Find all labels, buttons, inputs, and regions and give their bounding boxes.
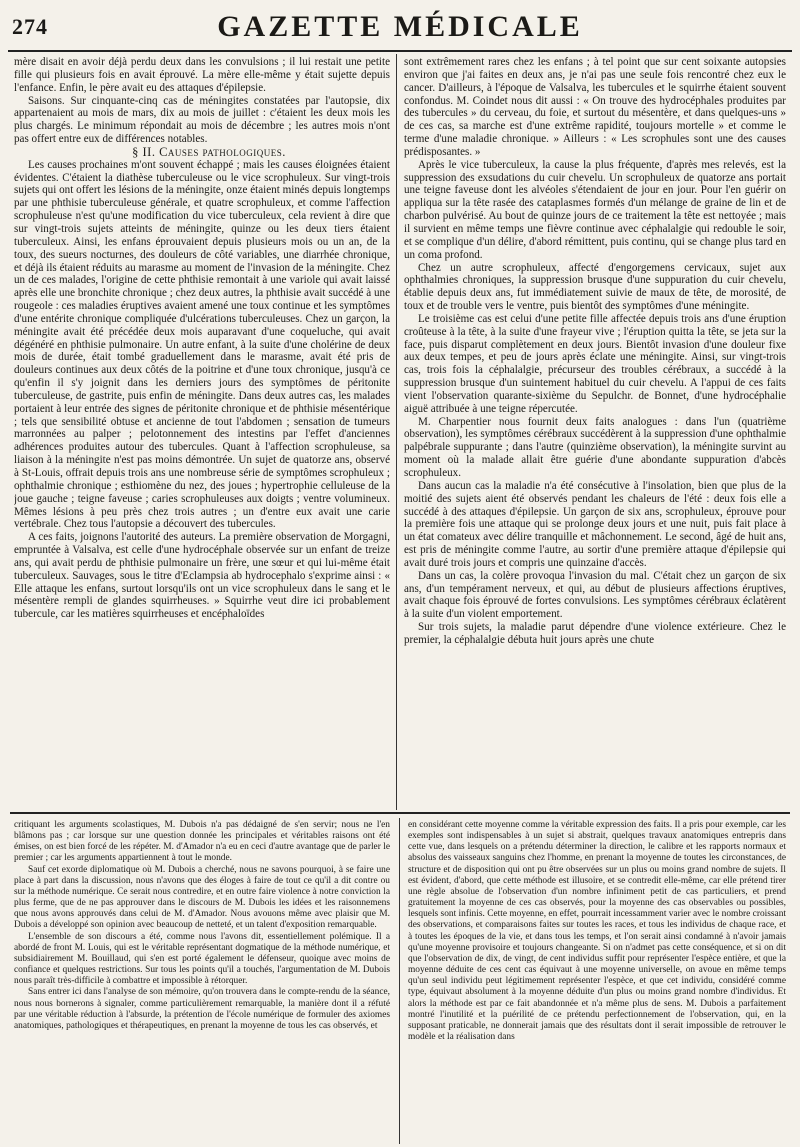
paragraph: Sauf cet exorde diplomatique où M. Dubois a cherché, nous ne savons pourquoi, à se faire une place à part dans la discussion, nous n'avons que des éloges à faire de tout ce qu'il a dit contre ou sur la méthode numérique. Ce serait nous contredire, et en outre faire violence à notre conviction la plus ferme, que de ne pas approuver dans le discours de M. Dubois les idées et les raisonnemens que nous avons approuvés dans celui de M. d'Amador. Nous avouons même avec plaisir que M. Dubois a développé son opinion avec beaucoup de netteté, et un talent d'exposition remarquable. [14,864,390,931]
paragraph: A ces faits, joignons l'autorité des auteurs. La première observation de Morgagni, empruntée à Valsalva, est celle d'une hydrocéphale observée sur un enfant de treize ans, qui avait perdu de phthisie pulmonaire un frère, une sœur et qui lui-même était tuberculeux. Sauvages, sous le titre d'Eclampsia ab hydrocephalo s'exprime ainsi : « Elle attaque les enfans, surtout lorsqu'ils ont un vice scrophuleux dans le sang et le mésentère rempli de glandes squirrheuses. » Squirrhe veut dire ici probablement tubercule, car les matières squirrheuses et encéphaloïdes [14,531,390,621]
column-divider [399,818,400,1144]
paragraph: Dans un cas, la colère provoqua l'invasion du mal. C'était chez un garçon de six ans, d'un tempérament nerveux, et qui, au début de plusieurs affections éruptives, avait chaque fois éprouvé de fortes convulsions. Les symptômes cérébraux éclatèrent à la suite d'un violent emportement. [404,569,786,621]
column-divider [396,54,397,810]
paragraph: Sans entrer ici dans l'analyse de son mémoire, qu'on trouvera dans le compte-rendu de la séance, nous nous bornerons à signaler, comme particulièrement remarquable, la manière dont il a réfuté par une véritable réduction à l'absurde, la prétention de l'école numérique de formuler des axiomes anatomiques, pathologiques et thérapeutiques, en prenant la moyenne de tous les cas observés, et [14,987,390,1031]
page-number: 274 [12,14,48,39]
paragraph: Saisons. Sur cinquante-cinq cas de méningites constatées par l'autopsie, dix appartenaient au mois de mars, dix au mois de juillet : c'étaient les deux mois les plus chargés. Le minimum répondait au mois de décembre ; les autres mois n'ont pas offert entre eux de différences notables. [14,94,390,146]
right-column-top [404,56,786,808]
section-heading: § II. Causes pathologiques. [132,144,286,159]
paragraph: Après le vice tuberculeux, la cause la plus fréquente, d'après mes relevés, est la suppression des exsudations du cuir chevelu. Un scrophuleux de quatorze ans portait une teigne faveuse dont les alvéoles s'étendaient de jour en jour. Pour l'en guérir on appliqua sur la tête rasée des cataplasmes formés d'un mélange de graine de lin et de charbon pulvérisé. Au bout de quinze jours de ce traitement la tête est nettoyée ; mais il survient en même temps une fièvre continue avec céphalalgie qui redouble le soir, et se complique d'un délire, d'abord rémittent, puis continu, qui se change plus tard en un coma profond. [404,158,786,261]
paragraph: Chez un autre scrophuleux, affecté d'engorgemens cervicaux, sujet aux ophthalmies chroniques, la suppression brusque d'une suppuration du cuir chevelu, établie depuis deux ans, fut immédiatement suivie de maux de tête, de morosité, de toux et de trouble vers le ventre, puis bientôt des symptômes d'une méningite. [404,261,786,313]
paragraph: Sur trois sujets, la maladie parut dépendre d'une violence extérieure. Chez le premier, la céphalalgie débuta huit jours après une chute [404,621,786,646]
paragraph: L'ensemble de son discours a été, comme nous l'avons dit, essentiellement polémique. Il a abordé de front M. Louis, qui est le véritable représentant dogmatique de la méthode numérique, et subsidiairement M. Bouillaud, qui s'en est porté également le défenseur, quoique avec moins de confiance et quelques restrictions. Sur tous les points qu'il a touchés, l'argumentation de M. Dubois nous paraît très-difficile à combattre et impossible à rétorquer. [14,931,390,987]
paragraph: Les causes prochaines m'ont souvent échappé ; mais les causes éloignées étaient évidentes. C'étaient la diathèse tuberculeuse ou le vice scrophuleux. Sur vingt-trois sujets qui ont offert les lésions de la méningite, onze étaient minés depuis longtemps par une phthisie tuberculeuse générale, et quatre scrophuleux, et comme l'affection scrophuleuse n'est qu'une modification du vice tuberculeux, cela revient à dire que sur vingt-trois sujets atteints de méningite, quinze ou les deux tiers étaient tuberculeux. Ainsi, les enfans éprouvaient depuis plusieurs mois ou un an, de la toux, des sueurs nocturnes, des douleurs de côté variables, une diarrhée chronique, et déjà ils étaient réduits au marasme au moment de l'invasion de la méningite. Chez un de ces malades, l'origine de cette phthisie remontait à une variole qui avait laissé après elle une bronchite chronique ; chez deux autres, la phthisie avait succédé à une rougeole : ces maladies éruptives avaient amené une toux continue et les symptômes d'une entérite chronique compliquée d'ulcérations tuberculeuses. Chez un garçon, la méningite avait été précédée deux mois auparavant d'une coqueluche, qui avait dégénéré en phthisie pulmonaire. Un autre enfant, à la suite d'une cholérine de deux mois de durée, était tombé graduellement dans le marasme, avait été pris de douleurs continues aux deux côtés de la poitrine et d'une toux chronique, jusqu'à ce qu'enfin il s'y joignit dans les derniers jours des symptômes de péritonite tuberculeuse, de gastrite, puis enfin de méningite. Dans deux autres cas, les malades portaient à leur entrée des signes de péritonite chronique et de phthisie mésentérique ; tels que sensibilité obtuse et ancienne de tout l'abdomen ; sensation de tumeurs marronnées au palper ; pelotonnement des intestins par l'effet d'anciennes adhérences produites autour des tubercules. Quant à l'affection scrophuleuse, sa liaison à la méningite n'est pas moins démontrée. Un sujet de quatorze ans, observé à St-Louis, offrait depuis trois ans une nombreuse série de symptômes scrophuleux ; ophthalmie chronique ; esthiomène du nez, des joues ; hypertrophie celluleuse de la joue gauche ; teigne faveuse ; caries scrophuleuses aux doigts ; ventre volumineux. Mêmes lésions à peu près chez trois autres ; un d'entre eux avait une carie vertébrale. Chez tous l'autopsie a découvert des tubercules. [14,158,390,531]
page-header [8,10,792,52]
left-column-bottom [14,820,390,1142]
paragraph: critiquant les arguments scolastiques, M. Dubois n'a pas dédaigné de s'en servir; nous ne l'en blâmons pas ; car lorsque sur une question donnée les principales et véritables raisons ont été émises, on est bien forcé de les répéter. M. d'Amador n'a eu en ceci d'autre avantage que de parler le premier ; car les arguments appartiennent à tout le monde. [14,820,390,864]
paragraph: M. Charpentier nous fournit deux faits analogues : dans l'un (quatrième observation), les symptômes cérébraux succédèrent à la suppression d'une ophthalmie palpébrale suppurante ; dans l'autre (quinzième observation), la méningite survint au moment où la malade allait être guérie d'une abondante suppuration d'abcès scrophuleux. [404,415,786,479]
right-column-bottom [408,820,786,1142]
paragraph: Dans aucun cas la maladie n'a été consécutive à l'insolation, bien que plus de la moitié des sujets aient été observés pendant les chaleurs de l'été : deux fois elle a succédé à des attaques d'épilepsie. Un garçon de six ans, scrophuleux, éprouve pour la première fois une attaque qui se prolonge deux jours et une nuit, puis fait place à un état comateux avec délire tranquille et mâchonnement. Le second, âgé de huit ans, est pris de méningite comme l'autre, au sortir d'une première attaque d'épilepsie qui avait duré trois jours et compris une quinzaine d'accès. [404,479,786,569]
left-column-top [14,56,390,808]
paragraph: sont extrêmement rares chez les enfans ; à tel point que sur cent soixante autopsies environ que j'ai faites en deux ans, je n'ai pas une seule fois rencontré chez eux le cancer. D'ailleurs, à l'époque de Valsalva, les tubercules et le squirrhe étaient souvent confondus. M. Coindet nous dit aussi : « On trouve des hydrocéphales produites par des tubercules » du cerveau, du foie, et surtout du mésentère, et dans quelques-uns » de ces cas, sa marche est d'une extrême rapidité, toujours mortelle » et comme le terme d'une maladie chronique. » Ailleurs : « Les scrophules sont une des causes prédisposantes. » [404,56,786,158]
paragraph: Le troisième cas est celui d'une petite fille affectée depuis trois ans d'une éruption croûteuse à la tête, à la suite d'une frayeur vive ; l'éruption quitta la tête, se jeta sur la face, puis disparut complètement en deux jours. Bientôt invasion d'une douleur fixe aux deux tempes, et peu de jours après éclate une méningite. Ainsi, sur vingt-trois cas, trois fois la céphalalgie, précurseur des troubles cérébraux, a succédé à la suppression brusque d'un suintement habituel du cuir chevelu. A l'appui de ces faits vient l'observation quarante-sixième du Sepulchr. de Bonnet, d'une hydrocéphalie aiguë attribuée à une teigne répercutée. [404,312,786,415]
paragraph: mère disait en avoir déjà perdu deux dans les convulsions ; il lui restait une petite fille qui plusieurs fois en avait éprouvé. La mère elle-même y était sujette depuis l'enfance. Enfin, le père avait eu des attaques d'épilepsie. [14,56,390,94]
masthead-title: GAZETTE MÉDICALE [217,10,583,43]
paragraph: en considérant cette moyenne comme la véritable expression des faits. Il a pris pour exemple, car les exemples sont indispensables à un sujet si abstrait, quelques travaux anatomiques entrepris dans cette vue, dans lesquels on a prétendu déterminer la direction, le calibre et les rapports normaux et absolus des vaisseaux sanguins chez l'homme, en prenant la moyenne de toutes les circonstances, de structure et de disposition qui ont pu être observées sur un plus ou moins grand nombre de sujets. Il est évident, d'abord, que cette méthode est illusoire, et se contredit elle-même, car elle prétend tirer une règle absolue de l'observation d'un nombre infiniment petit de cas particuliers, et prend gratuitement la moyenne de ces cas observés, pour la moyenne des cas observables ou possibles, lesquels sont infinis. Cette moyenne, en effet, pourrait incessamment varier avec le nombre croissant des observations, et comparaisons faites sur toutes les races, et tous les individus de chaque race, et à toutes les époques de la vie, et dans tous les temps, et l'on serait ainsi condamné à n'avoir jamais qu'une moyenne provisoire et toujours changeante. Si on n'admet pas cette conséquence, et si on dit que l'observation de dix, de vingt, de cent individus suffit pour représenter l'espèce entière, et que la moyenne déduite de ces cent cas équivaut à une moyenne universelle, on avoue en même temps qu'un seul individu peut légitimement représenter l'espèce, et que cet individu, considéré comme type, équivaut absolument à la moyenne déduite d'un plus ou moins grand nombre d'individus. Et alors la méthode est par ce fait abandonnée et n'a même plus de sens. M. Dubois a parfaitement montré l'inutilité et la puérilité de ce prétendu perfectionnement de l'observation, qui, en la supposant praticable, ne donnerait jamais que des résultats dont il serait impossible de retrouver le modèle et la réalisation dans [408,820,786,1042]
feuilleton-divider [10,812,790,814]
